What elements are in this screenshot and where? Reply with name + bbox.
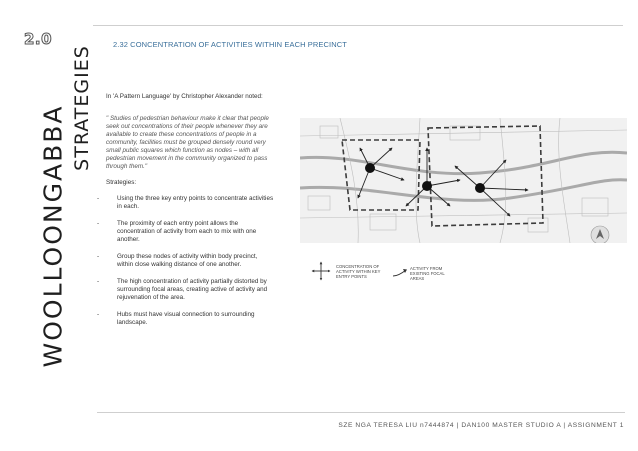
strategy-text: The proximity of each entry point allows the concentration of activity from each to mix with one another. — [117, 220, 257, 243]
top-rule — [93, 25, 623, 26]
diagram-legend — [310, 258, 470, 294]
strategy-item — [97, 311, 275, 327]
entry-node — [365, 163, 375, 173]
strategy-text: Hubs must have visual connection to surrounding landscape. — [117, 311, 255, 326]
bullet-dash: - — [97, 253, 100, 260]
bullet-dash: - — [97, 195, 100, 202]
intro-text: In 'A Pattern Language' by Christopher Alexander noted: — [106, 93, 263, 100]
heading-vertical: STRATEGIES — [71, 45, 93, 171]
entry-node — [422, 181, 432, 191]
text-column — [97, 93, 275, 336]
quote-text: " Studies of pedestrian behaviour make it clear that people seek out concentrations of their people whenever they are available to create these concentrations of people in a community, facilities must be grouped densely round very small public squares which function as nodes – with all pedestrian movement in the community organized to pass through them." — [106, 115, 269, 170]
strategies-list — [97, 195, 275, 327]
strategies-label: Strategies: — [106, 179, 137, 186]
strategy-item — [97, 278, 275, 302]
footer-credits: SZE NGA TERESA LIU n7444874 | DAN100 MASTER STUDIO A | ASSIGNMENT 1 — [338, 422, 624, 429]
strategy-text: Group these nodes of activity within body precinct, within close walking distance of one another. — [117, 253, 258, 268]
entry-node — [475, 183, 485, 193]
cross-arrows-icon — [310, 260, 332, 282]
focal-arrow-icon — [392, 268, 408, 278]
precinct-diagram — [300, 118, 627, 243]
legend-focal-label: ACTIVITY FROM EXISTING FOCAL AREAS — [410, 266, 445, 281]
section-number: 2.0 — [24, 30, 53, 48]
bullet-dash: - — [97, 278, 100, 285]
strategy-item — [97, 253, 275, 269]
legend-entry-label: CONCENTRATION OF ACTIVITY WITHIN KEY ENTRY POINTS — [336, 264, 381, 279]
bullet-dash: - — [97, 311, 100, 318]
bullet-dash: - — [97, 220, 100, 227]
strategy-text: The high concentration of activity partially distorted by surrounding focal areas, creating active of activity and rejuvenation of the area. — [117, 278, 268, 301]
footer-rule — [97, 412, 625, 413]
strategy-item — [97, 220, 275, 244]
site-name-vertical: WOOLLOONGABBA — [38, 104, 68, 368]
site-map-underlay — [300, 118, 627, 243]
section-title: 2.32 CONCENTRATION OF ACTIVITIES WITHIN EACH PRECINCT — [113, 40, 347, 49]
north-arrow-icon — [591, 226, 609, 243]
strategy-text: Using the three key entry points to concentrate activities in each. — [117, 195, 274, 210]
strategy-item — [97, 195, 275, 211]
